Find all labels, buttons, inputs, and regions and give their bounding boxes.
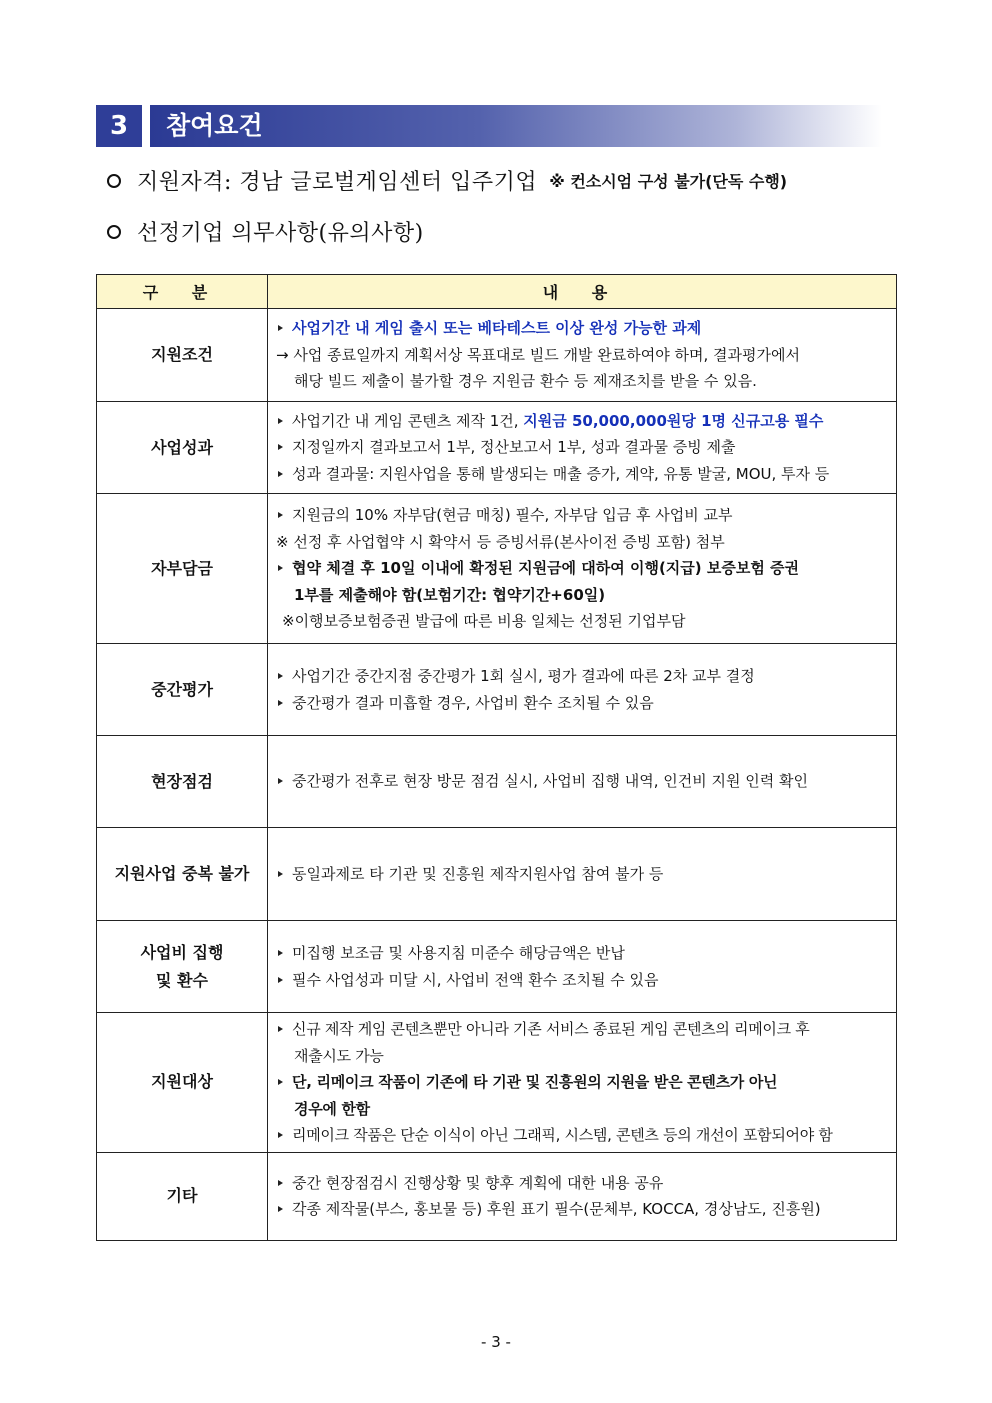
triangle-bullet-icon	[278, 1026, 283, 1032]
row-category: 중간평가	[97, 644, 268, 736]
triangle-bullet-icon	[278, 325, 283, 331]
content-line	[276, 434, 888, 461]
category-line: 사업비 집행	[140, 942, 224, 962]
row-category: 현장점검	[97, 736, 268, 828]
line-text: 단, 리메이크 작품이 기존에 타 기관 및 진흥원의 지원을 받은 콘텐츠가 아닌	[292, 1073, 778, 1091]
triangle-bullet-icon	[278, 444, 283, 450]
row-category: 기타	[97, 1152, 268, 1240]
content-line	[276, 768, 888, 795]
content-line: 경우에 한함	[294, 1099, 370, 1118]
line-text: 미집행 보조금 및 사용지침 미준수 해당금액은 반납	[292, 944, 625, 962]
content-line	[276, 555, 888, 582]
row-content	[268, 644, 897, 736]
content-line: ※ 선정 후 사업협약 시 확약서 등 증빙서류(본사이전 증빙 포함) 첨부	[276, 532, 725, 551]
section-number: 3	[96, 105, 142, 147]
triangle-bullet-icon	[278, 871, 283, 877]
obligations-line	[107, 216, 424, 247]
table-row	[97, 402, 897, 494]
triangle-bullet-icon	[278, 950, 283, 956]
section-title: 참여요건	[166, 111, 263, 140]
content-line	[276, 1016, 888, 1043]
obligations-text: 선정기업 의무사항(유의사항)	[137, 221, 424, 246]
line-text: 사업기간 내 게임 출시 또는 베타테스트 이상 완성 가능한 과제	[292, 319, 702, 338]
table-row	[97, 309, 897, 402]
table-row	[97, 644, 897, 736]
triangle-bullet-icon	[278, 1132, 283, 1138]
header-category: 구 분	[97, 275, 268, 309]
content-line	[276, 1069, 888, 1096]
content-line	[276, 461, 888, 488]
row-content	[268, 494, 897, 644]
qualification-note: ※ 컨소시엄 구성 불가(단독 수행)	[549, 172, 788, 191]
triangle-bullet-icon	[278, 673, 283, 679]
content-line	[276, 408, 888, 435]
line-text: 리메이크 작품은 단순 이식이 아닌 그래픽, 시스템, 콘텐츠 등의 개선이 포함되어야 함	[292, 1126, 833, 1144]
line-text: 동일과제로 타 기관 및 진흥원 제작지원사업 참여 불가 등	[292, 864, 664, 883]
content-line: ※이행보증보험증권 발급에 따른 비용 일체는 선정된 기업부담	[282, 612, 686, 631]
qualification-text: 지원자격: 경남 글로벌게임센터 입주기업	[137, 170, 538, 195]
line-text: 사업기간 중간지점 중간평가 1회 실시, 평가 결과에 따른 2차 교부 결정	[292, 667, 755, 685]
section-header	[96, 105, 882, 147]
row-content	[268, 921, 897, 1013]
line-text: 필수 사업성과 미달 시, 사업비 전액 환수 조치될 수 있음	[292, 970, 659, 989]
table-row	[97, 1152, 897, 1240]
content-line	[276, 967, 888, 994]
category-line: 및 환수	[156, 970, 208, 990]
content-line	[276, 502, 888, 529]
circle-bullet-icon	[107, 174, 121, 188]
requirements-table	[96, 274, 897, 1241]
triangle-bullet-icon	[278, 471, 283, 477]
line-text: 성과 결과물: 지원사업을 통해 발생되는 매출 증가, 계약, 유통 발굴, MOU, 투자 등	[292, 464, 830, 483]
qualification-line	[107, 165, 787, 196]
content-line	[276, 690, 888, 717]
table-row	[97, 494, 897, 644]
circle-bullet-icon	[107, 225, 121, 239]
triangle-bullet-icon	[278, 418, 283, 424]
table-row	[97, 921, 897, 1013]
section-title-bar	[150, 105, 882, 147]
row-category: 자부담금	[97, 494, 268, 644]
row-content	[268, 1152, 897, 1240]
line-text: 신규 제작 게임 콘텐츠뿐만 아니라 기존 서비스 종료된 게임 콘텐츠의 리메이크 후	[292, 1020, 810, 1038]
line-text: 사업기간 내 게임 콘텐츠 제작 1건,	[292, 411, 524, 430]
row-content	[268, 309, 897, 402]
triangle-bullet-icon	[278, 700, 283, 706]
row-content	[268, 1013, 897, 1153]
line-text: 지정일까지 결과보고서 1부, 정산보고서 1부, 성과 결과물 증빙 제출	[292, 438, 736, 457]
triangle-bullet-icon	[278, 1206, 283, 1212]
triangle-bullet-icon	[278, 977, 283, 983]
row-category: 지원조건	[97, 309, 268, 402]
line-highlight: 지원금 50,000,000원당 1명 신규고용 필수	[523, 411, 824, 430]
triangle-bullet-icon	[278, 1079, 283, 1085]
line-text: 중간평가 전후로 현장 방문 점검 실시, 사업비 집행 내역, 인건비 지원 인력 확인	[292, 772, 808, 791]
content-line	[276, 861, 888, 888]
line-text: 중간평가 결과 미흡할 경우, 사업비 환수 조치될 수 있음	[292, 693, 654, 712]
line-text: 지원금의 10% 자부담(현금 매칭) 필수, 자부담 입금 후 사업비 교부	[292, 506, 733, 525]
row-category: 지원사업 중복 불가	[97, 828, 268, 921]
triangle-bullet-icon	[278, 512, 283, 518]
row-category	[97, 921, 268, 1013]
content-line	[276, 1122, 888, 1149]
table-row	[97, 736, 897, 828]
line-text: 협약 체결 후 10일 이내에 확정된 지원금에 대하여 이행(지급) 보증보험 증권	[292, 559, 800, 578]
content-line	[276, 663, 888, 690]
content-line	[276, 315, 888, 342]
line-text: 각종 제작물(부스, 홍보물 등) 후원 표기 필수(문체부, KOCCA, 경상남도, 진흥원)	[292, 1200, 821, 1218]
table-row	[97, 828, 897, 921]
content-line	[276, 1170, 888, 1197]
content-line: → 사업 종료일까지 계획서상 목표대로 빌드 개발 완료하여야 하며, 결과평가에서	[276, 345, 800, 364]
row-content	[268, 402, 897, 494]
row-content	[268, 828, 897, 921]
content-line: 해당 빌드 제출이 불가할 경우 지원금 환수 등 제재조치를 받을 수 있음.	[294, 372, 757, 391]
line-text: 중간 현장점검시 진행상황 및 향후 계획에 대한 내용 공유	[292, 1173, 664, 1192]
header-content: 내 용	[268, 275, 897, 309]
row-category: 사업성과	[97, 402, 268, 494]
row-category: 지원대상	[97, 1013, 268, 1153]
page-number: - 3 -	[481, 1333, 511, 1351]
content-line	[276, 1196, 888, 1223]
content-line	[276, 940, 888, 967]
triangle-bullet-icon	[278, 565, 283, 571]
row-content	[268, 736, 897, 828]
triangle-bullet-icon	[278, 1180, 283, 1186]
table-header-row	[97, 275, 897, 309]
triangle-bullet-icon	[278, 778, 283, 784]
table-row	[97, 1013, 897, 1153]
content-line: 재출시도 가능	[294, 1046, 384, 1065]
content-line: 1부를 제출해야 함(보험기간: 협약기간+60일)	[294, 585, 606, 604]
